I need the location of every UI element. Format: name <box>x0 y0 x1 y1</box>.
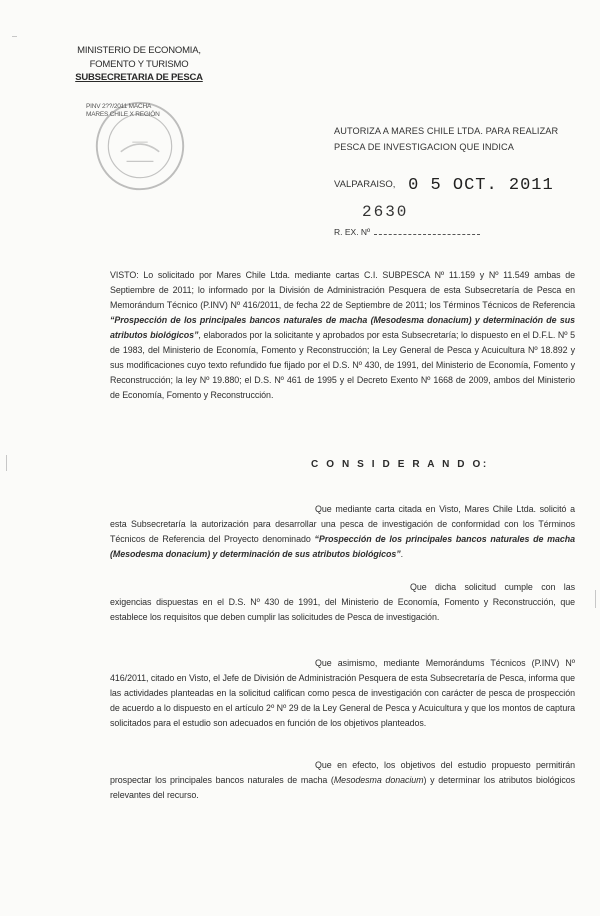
issuer-header <box>60 44 218 85</box>
considerando-paragraph-4 <box>110 758 575 803</box>
species-name: Mesodesma donacium <box>333 775 424 785</box>
project-title: “Prospección de los principales bancos naturales de macha (Mesodesma donacium) y determinación de sus atributos biológicos” <box>110 315 575 340</box>
file-reference: PINV 2??/2011 MACHA <box>86 103 152 110</box>
considerando-heading: C O N S I D E R A N D O: <box>311 459 489 470</box>
ministry-line: MINISTERIO DE ECONOMIA, <box>77 45 201 56</box>
considerando-paragraph-2 <box>110 580 575 625</box>
visto-text: Lo solicitado por Mares Chile Ltda. mediante cartas C.I. SUBPESCA Nº 11.159 y Nº 11.549 ambas de Septiembre de 2011; lo informado por la División de Administración Pesquera de esta Subsecretaría de Pesca en Memorándum Técnico (P.INV) Nº 416/2011, de fecha 22 de Septiembre de 2011; los Términos Técnicos de Referencia <box>110 270 575 310</box>
scan-artifact <box>6 455 7 471</box>
c4-text-2: ) y determinar los atributos biológicos relevantes del recurso. <box>110 775 575 800</box>
resolution-blank-line <box>374 227 480 235</box>
place-label: VALPARAISO, <box>334 179 396 190</box>
scan-artifact <box>12 36 17 37</box>
resolution-label-line <box>334 227 480 237</box>
date-line <box>334 176 554 195</box>
c4-text: Que en efecto, los objetivos del estudio propuesto permitirán prospectar los principales bancos naturales de macha ( <box>110 760 575 785</box>
date-value: 0 5 OCT. 2011 <box>408 176 554 195</box>
file-reference-2: MARES CHILE X REGIÓN <box>86 111 160 118</box>
c1-project-title: “Prospección de los principales bancos naturales de macha (Mesodesma donacium) y determinación de sus atributos biológicos” <box>110 534 575 559</box>
resolution-label: R. EX. Nº <box>334 227 371 237</box>
resolution-number: 2630 <box>362 203 409 221</box>
ministry-line-2: FOMENTO Y TURISMO <box>89 58 189 70</box>
visto-label: VISTO: <box>110 270 139 280</box>
c1-text: Que mediante carta citada en Visto, Mares Chile Ltda. solicitó a esta Subsecretaría la autorización para desarrollar una pesca de investigación de conformidad con los Términos Técnicos de Referencia del Proyecto denominado <box>110 504 575 544</box>
visto-paragraph <box>110 268 575 403</box>
scan-artifact <box>595 590 596 608</box>
c2-text: Que dicha solicitud cumple con las exigencias dispuestas en el D.S. Nº 430 de 1991, del Ministerio de Economía, Fomento y Reconstrucción, que establece los requisitos que deben cumplir las solicitudes de Pesca de investigación. <box>110 582 575 622</box>
considerando-paragraph-3 <box>110 656 575 731</box>
visto-text-2: , elaborados por la solicitante y aprobados por esta Subsecretaría; lo dispuesto en el D.F.L. Nº 5 de 1983, del Ministerio de Economía, Fomento y Reconstrucción; la Ley General de Pesca y Acuicultura Nº 18.892 y sus modificaciones cuyo texto refundido fue fijado por el D.S. Nº 430, de 1991, del Ministerio de Economía, Fomento y Reconstrucción; la ley Nº 19.880; el D.S. Nº 461 de 1995 y el Decreto Exento Nº 1668 de 2009, ambos del Ministerio de Economía, Fomento y Reconstrucción. <box>110 330 575 400</box>
resolution-subject: AUTORIZA A MARES CHILE LTDA. PARA REALIZAR PESCA DE INVESTIGACION QUE INDICA <box>334 126 559 152</box>
c3-text: Que asimismo, mediante Memorándums Técnicos (P.INV) Nº 416/2011, citado en Visto, el Jefe de División de Administración Pesquera de esta Subsecretaría de Pesca, informa que las actividades planteadas en la solicitud califican como pesca de investigación con carácter de pesca de prospección de acuerdo a lo dispuesto en el artículo 2º Nº 29 de la Ley General de Pesca y Acuicultura y que los montos de captura solicitados para el estudio son adecuados en función de los objetivos planteados. <box>110 658 575 728</box>
c1-text-2: . <box>400 549 404 559</box>
subsecretaria-line: SUBSECRETARIA DE PESCA <box>75 72 203 83</box>
considerando-paragraph-1 <box>110 502 575 562</box>
